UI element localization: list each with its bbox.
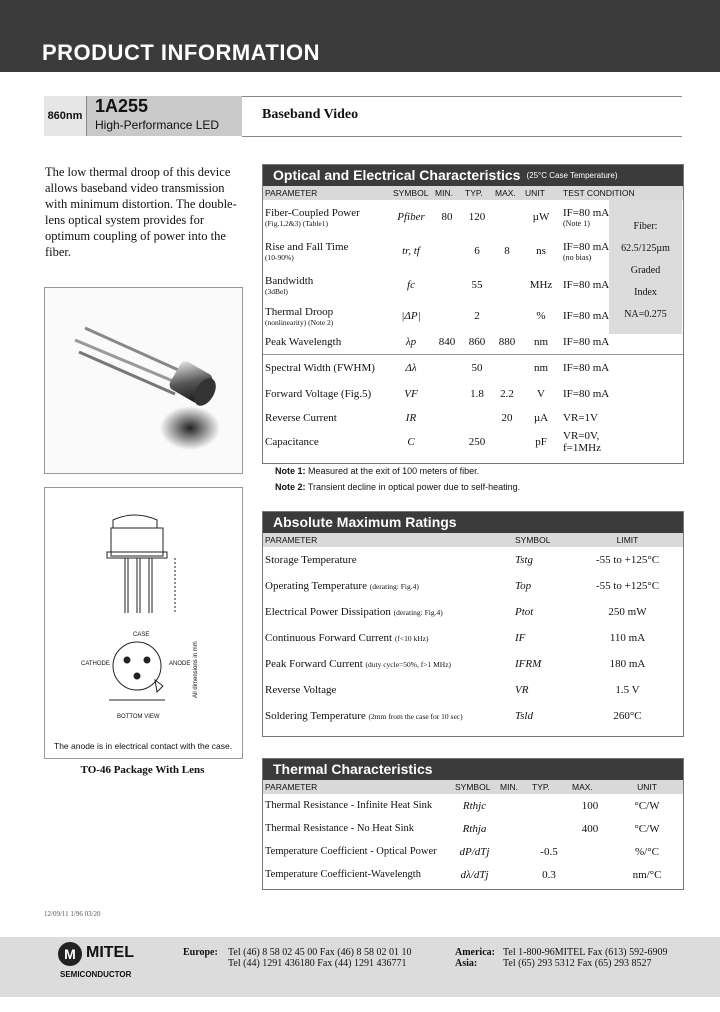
- param-sub: (2mm from the case for 10 sec): [368, 712, 463, 721]
- param-name: Spectral Width (FWHM): [265, 362, 375, 375]
- min-cell: 840: [438, 335, 456, 348]
- america-label: America:: [455, 947, 495, 958]
- limit-cell: 250 mW: [608, 606, 647, 618]
- param-sub: (f<10 kHz): [394, 634, 429, 643]
- case-label: CASE: [133, 632, 150, 638]
- mitel-logo-icon: M: [58, 942, 82, 966]
- sym-cell: C: [407, 436, 415, 448]
- note-label: Note 2:: [275, 482, 306, 492]
- sym-cell: λp: [405, 335, 417, 348]
- europe-phone-1: Tel (46) 8 58 02 45 00 Fax (46) 8 58 02 01 10: [228, 947, 412, 958]
- header-cell: SYMBOL: [512, 533, 572, 547]
- fiber-line: Index: [634, 287, 657, 298]
- symbol-cell: IF: [515, 632, 526, 644]
- note-2: [275, 482, 520, 492]
- param-name: Reverse Current: [265, 412, 337, 424]
- limit-cell: -55 to +125°C: [595, 554, 660, 566]
- sym-cell: IR: [405, 412, 417, 424]
- unit-cell: V: [537, 388, 545, 400]
- anode-label: ANODE: [169, 661, 191, 667]
- header-cell: SYMBOL: [390, 186, 432, 200]
- header-cell: MAX.: [569, 780, 611, 794]
- param-cell: Thermal Resistance - Infinite Heat Sink: [265, 800, 433, 811]
- fiber-line: NA=0.275: [624, 309, 667, 320]
- asia-label: Asia:: [455, 958, 478, 969]
- symbol-cell: Tstg: [515, 554, 533, 566]
- sym-cell: dP/dTj: [459, 845, 490, 858]
- absmax-title: Absolute Maximum Ratings: [273, 514, 457, 530]
- param-sub: (derating: Fig.4): [393, 608, 443, 617]
- condition: VR=1V: [563, 412, 598, 424]
- unit-cell: °C/W: [634, 822, 660, 835]
- package-caption: TO-46 Package With Lens: [80, 764, 205, 776]
- america-phone: Tel 1-800-96MITEL Fax (613) 592-6909: [503, 947, 668, 958]
- param-sub: (nonlinearity) (Note 2): [265, 317, 334, 327]
- header-bar: [0, 0, 720, 72]
- part-number: 1A255: [95, 96, 149, 116]
- header-cell: PARAMETER: [262, 533, 512, 547]
- min-cell: 80: [441, 211, 453, 223]
- condition: IF=80 mA: [563, 240, 610, 253]
- symbol-cell: Tsld: [515, 710, 533, 722]
- unit-cell: °C/W: [634, 799, 660, 812]
- condition: IF=80 mA: [563, 335, 610, 348]
- anode-note: The anode is in electrical contact with the case.: [54, 741, 233, 751]
- symbol-cell: Top: [515, 580, 532, 592]
- header-cell: MIN.: [497, 780, 529, 794]
- max-cell: 8: [504, 245, 510, 257]
- sym-cell: Rthja: [462, 822, 487, 835]
- param-name: Bandwidth: [265, 274, 314, 287]
- header-cell: PARAMETER: [262, 780, 452, 794]
- header-cell: MIN.: [432, 186, 462, 200]
- fiber-line: Graded: [630, 265, 661, 276]
- sym-cell: fc: [407, 279, 415, 291]
- param-name: Continuous Forward Current: [265, 632, 393, 644]
- condition-note: (Note 1): [563, 218, 590, 228]
- typ-cell: 0.3: [542, 868, 556, 881]
- doc-code: 12/09/11 1/96 03/20: [44, 910, 101, 918]
- unit-cell: %: [536, 310, 546, 322]
- typ-cell: -0.5: [540, 845, 558, 858]
- europe-phone-2: Tel (44) 1291 436180 Fax (44) 1291 436771: [228, 958, 407, 969]
- limit-cell: 1.5 V: [615, 684, 640, 696]
- param-sub: (10-90%): [265, 252, 294, 262]
- typ-cell: 2: [474, 310, 480, 322]
- package-outline-svg: [45, 488, 242, 738]
- condition: IF=80 mA: [563, 310, 610, 322]
- wavelength-label: 860nm: [44, 96, 87, 136]
- sym-cell: dλ/dTj: [460, 868, 489, 881]
- param-name: Storage Temperature: [265, 554, 357, 566]
- param-name: Forward Voltage (Fig.5): [265, 388, 372, 400]
- param-name: Reverse Voltage: [265, 684, 337, 696]
- condition: IF=80 mA: [563, 279, 610, 291]
- part-description: High-Performance LED: [95, 118, 220, 132]
- param-name: Operating Temperature: [265, 580, 367, 592]
- param-name: Fiber-Coupled Power: [265, 206, 360, 219]
- bottom-view-label: BOTTOM VIEW: [117, 714, 160, 720]
- divider: [242, 96, 682, 97]
- sym-cell: Pfiber: [397, 211, 425, 223]
- param-name: Thermal Droop: [265, 305, 334, 318]
- sym-cell: |ΔP|: [401, 310, 421, 322]
- param-name: Capacitance: [265, 436, 319, 448]
- typ-cell: 250: [468, 436, 486, 448]
- sym-cell: Δλ: [405, 362, 417, 375]
- sym-cell: Rthjc: [462, 799, 487, 812]
- brand-subtitle: SEMICONDUCTOR: [60, 970, 132, 979]
- fiber-spec: [609, 200, 682, 334]
- led-photo: [44, 287, 243, 474]
- unit-cell: µA: [533, 412, 549, 424]
- europe-label: Europe:: [183, 947, 218, 958]
- unit-cell: nm: [533, 362, 549, 375]
- header-cell: TYP.: [462, 186, 492, 200]
- header-cell: UNIT: [611, 780, 683, 794]
- fiber-line: 62.5/125µm: [621, 243, 670, 254]
- unit-cell: nm/°C: [632, 868, 662, 881]
- condition: VR=0V, f=1MHz: [563, 430, 601, 454]
- condition: IF=80 mA: [563, 362, 610, 375]
- note-label: Note 1:: [275, 466, 306, 476]
- max-cell: 100: [581, 799, 599, 812]
- limit-cell: 180 mA: [609, 658, 646, 670]
- max-cell: 880: [498, 335, 516, 348]
- thermal-title: Thermal Characteristics: [273, 761, 433, 777]
- asia-phone: Tel (65) 293 5312 Fax (65) 293 8527: [503, 958, 652, 969]
- typ-cell: 1.8: [470, 388, 484, 400]
- param-sub: (Fig.1,2&3) (Table1): [265, 218, 329, 228]
- optical-subtitle: (25°C Case Temperature): [526, 170, 618, 180]
- typ-cell: 120: [468, 211, 486, 223]
- header-cell: LIMIT: [572, 533, 683, 547]
- param-cell: Temperature Coefficient - Optical Power: [265, 846, 437, 857]
- symbol-cell: Ptot: [515, 606, 534, 618]
- param-name: Rise and Fall Time: [265, 240, 349, 253]
- param-cell: Temperature Coefficient-Wavelength: [265, 869, 421, 880]
- intro-text: The low thermal droop of this device allows baseband video transmission with minimum distortion. The double-lens optical system provides for optimum coupling of power into the fiber.: [45, 165, 237, 259]
- max-cell: 20: [501, 412, 513, 424]
- optical-title: Optical and Electrical Characteristics: [273, 167, 521, 183]
- sym-cell: tr, tf: [402, 245, 420, 257]
- param-name: Electrical Power Dissipation: [265, 606, 391, 618]
- typ-cell: 860: [468, 335, 486, 348]
- param-sub: (duty cycle=50%, f>1 MHz): [365, 660, 452, 669]
- header-cell: TYP.: [529, 780, 569, 794]
- unit-cell: ns: [536, 245, 546, 257]
- package-drawing: [44, 487, 243, 759]
- header-cell: SYMBOL: [452, 780, 497, 794]
- condition: IF=80 mA: [563, 206, 610, 219]
- header-cell: UNIT: [522, 186, 560, 200]
- param-cell: Thermal Resistance - No Heat Sink: [265, 823, 414, 834]
- dimensions-label: All dimensions in mm: [193, 641, 199, 698]
- symbol-cell: VR: [515, 684, 529, 696]
- limit-cell: -55 to +125°C: [595, 580, 660, 592]
- header-cell: TEST CONDITION: [560, 186, 683, 200]
- absmax-frame: [262, 511, 684, 737]
- cathode-label: CATHODE: [81, 661, 110, 667]
- param-name: Peak Forward Current: [265, 658, 363, 670]
- unit-cell: pF: [535, 436, 547, 448]
- note-1: [275, 466, 479, 476]
- limit-cell: 260°C: [613, 710, 642, 722]
- sym-cell: VF: [404, 388, 418, 400]
- param-sub: (derating: Fig.4): [369, 582, 419, 591]
- fiber-line: Fiber:: [633, 221, 658, 232]
- typ-cell: 6: [474, 245, 480, 257]
- note-text: Transient decline in optical power due to self-heating.: [307, 482, 521, 492]
- unit-cell: nm: [533, 335, 549, 348]
- header-cell: PARAMETER: [262, 186, 390, 200]
- condition-note: (no bias): [563, 252, 592, 262]
- typ-cell: 55: [471, 279, 483, 291]
- led-photo-image: [45, 288, 242, 473]
- unit-cell: %/°C: [635, 845, 659, 858]
- max-cell: 400: [581, 822, 599, 835]
- thermal-frame: [262, 758, 684, 890]
- param-name: Peak Wavelength: [265, 335, 342, 348]
- header-cell: MAX.: [492, 186, 522, 200]
- divider: [242, 136, 682, 137]
- application-title: Baseband Video: [262, 107, 359, 122]
- unit-cell: MHz: [529, 279, 553, 291]
- typ-cell: 50: [471, 362, 483, 375]
- param-sub: (3dBel): [265, 286, 288, 296]
- symbol-cell: IFRM: [515, 658, 542, 670]
- limit-cell: 110 mA: [609, 632, 646, 644]
- max-cell: 2.2: [500, 388, 514, 400]
- condition: IF=80 mA: [563, 388, 610, 400]
- param-name: Soldering Temperature: [265, 710, 366, 722]
- note-text: Measured at the exit of 100 meters of fiber.: [308, 466, 480, 476]
- unit-cell: µW: [532, 211, 550, 223]
- brand-name: MITEL: [86, 944, 134, 961]
- page-title: PRODUCT INFORMATION: [42, 40, 320, 65]
